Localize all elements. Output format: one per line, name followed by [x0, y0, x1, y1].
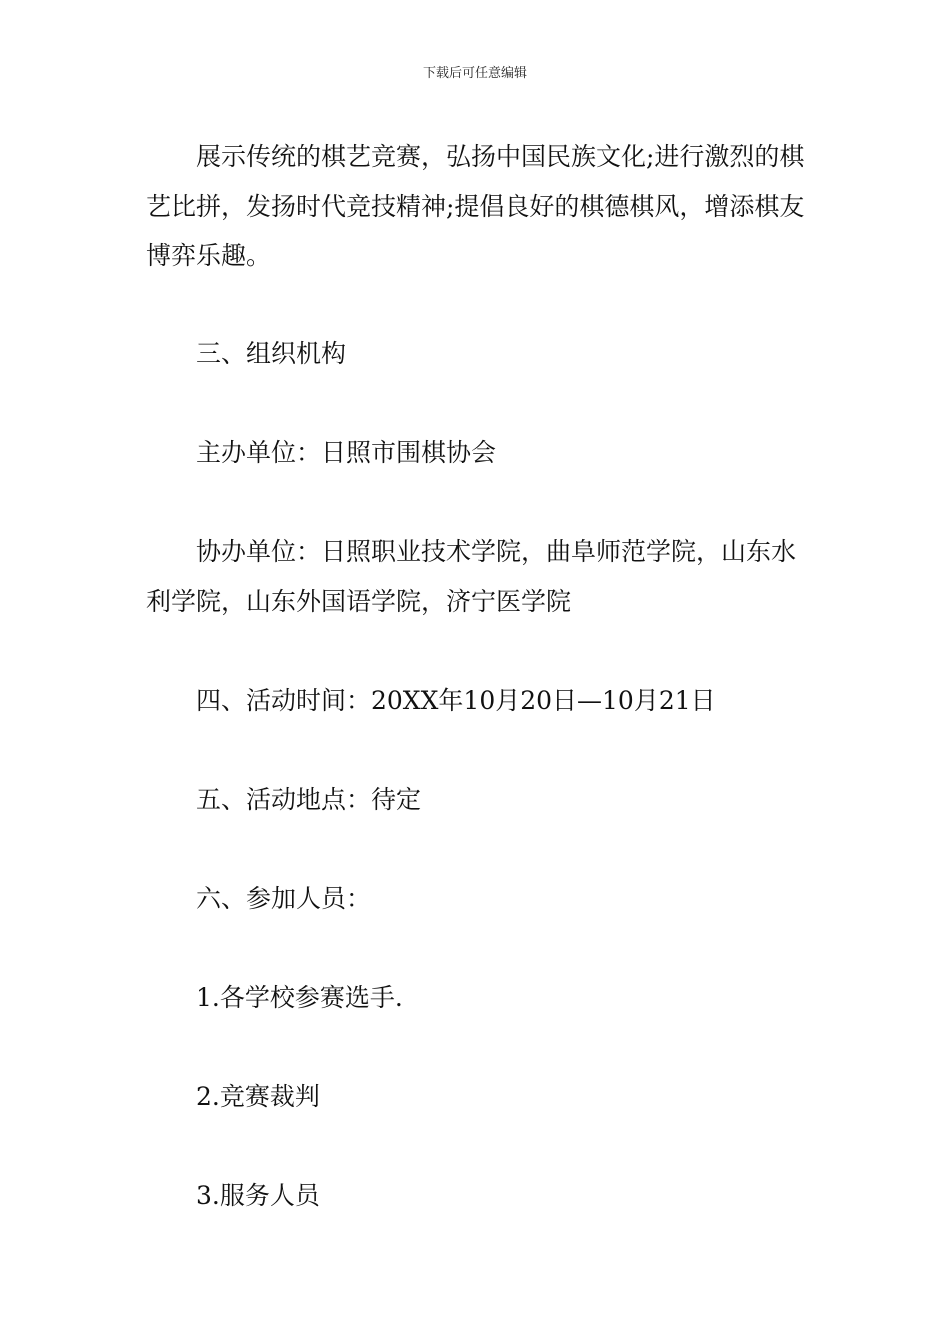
co-organizers: 协办单位：日照职业技术学院，曲阜师范学院，山东水利学院，山东外国语学院，济宁医学院: [146, 537, 797, 616]
host-organizer: 主办单位：日照市围棋协会: [196, 438, 497, 467]
participant-item: 2.竞赛裁判: [196, 1082, 320, 1111]
event-location: 五、活动地点：待定: [196, 785, 422, 814]
intro-paragraph: 展示传统的棋艺竞赛，弘扬中国民族文化;进行激烈的棋艺比拼，发扬时代竞技精神;提倡良好的棋德棋风，增添棋友博弈乐趣。: [146, 142, 805, 270]
event-time: 四、活动时间：20XX年10月20日—10月21日: [196, 686, 716, 715]
page-header-note: 下载后可任意编辑: [422, 66, 527, 81]
participant-item: 1.各学校参赛选手.: [196, 983, 403, 1012]
section-organization-heading: 三、组织机构: [196, 339, 347, 368]
document-body: [146, 132, 806, 1210]
participants-heading: 六、参加人员：: [196, 884, 372, 913]
participant-item: 3.服务人员: [196, 1181, 320, 1210]
